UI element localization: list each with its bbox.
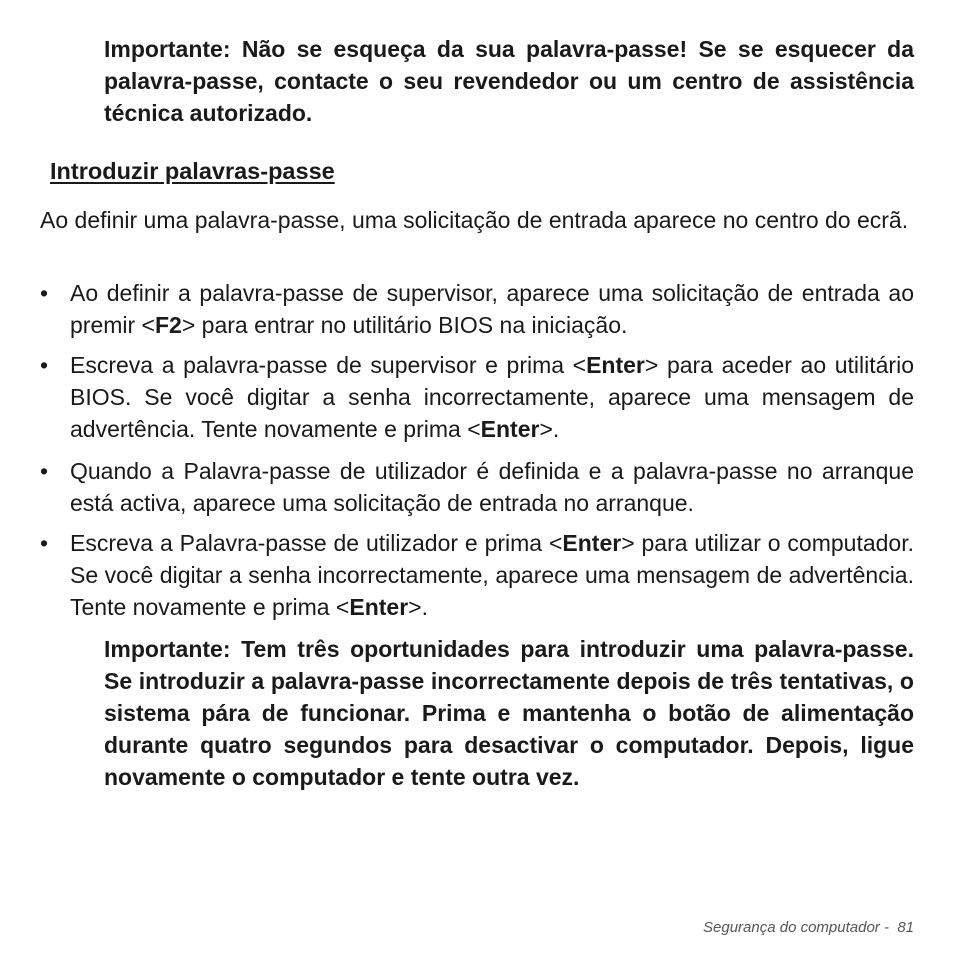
- list-item-text: Escreva a palavra-passe de supervisor e prima <Enter> para aceder ao utilitário BIOS. Se você digitar a senha incorrectamente, aparece uma mensagem de advertência. Tente novamente e prima <Enter>.: [70, 352, 914, 442]
- list-item-text: Ao definir a palavra-passe de supervisor, aparece uma solicitação de entrada ao premir <F2> para entrar no utilitário BIOS na iniciação.: [70, 280, 914, 338]
- list-item: [40, 277, 914, 341]
- list-item: [40, 527, 914, 623]
- page-number: 81: [897, 919, 914, 936]
- important-note-password: Importante: Não se esqueça da sua palavra-passe! Se se esquecer da palavra-passe, contacte o seu revendedor ou um centro de assistência técnica autorizado.: [104, 36, 914, 126]
- key-f2: F2: [155, 312, 182, 338]
- bullet-marker: •: [40, 280, 49, 306]
- key-enter: Enter: [480, 416, 540, 442]
- key-enter: Enter: [349, 594, 409, 620]
- list-item: [40, 455, 914, 519]
- key-enter: Enter: [586, 352, 645, 378]
- list-item-text: Escreva a Palavra-passe de utilizador e prima <Enter> para utilizar o computador. Se você digitar a senha incorrectamente, aparece uma mensagem de advertência. Tente novamente e prima <Enter>.: [70, 530, 914, 620]
- intro-paragraph: Ao definir uma palavra-passe, uma solicitação de entrada aparece no centro do ecrã.: [40, 207, 909, 233]
- page-footer: [703, 918, 914, 938]
- list-item-text: Quando a Palavra-passe de utilizador é definida e a palavra-passe no arranque está activa, aparece uma solicitação de entrada no arranque.: [70, 458, 914, 516]
- bullet-marker: •: [40, 458, 49, 484]
- important-note-attempts: Importante: Tem três oportunidades para introduzir uma palavra-passe. Se introduzir a palavra-passe incorrectamente depois de três tentativas, o sistema pára de funcionar. Prima e mantenha o botão de alimentação durante quatro segundos para desactivar o computador. Depois, ligue novamente o computador e tente outra vez.: [104, 636, 914, 790]
- bullet-marker: •: [40, 530, 49, 556]
- bullet-marker: •: [40, 352, 49, 378]
- list-item: [40, 349, 914, 445]
- section-heading: Introduzir palavras-passe: [50, 158, 335, 184]
- footer-section-title: Segurança do computador -: [703, 919, 889, 936]
- key-enter: Enter: [562, 530, 622, 556]
